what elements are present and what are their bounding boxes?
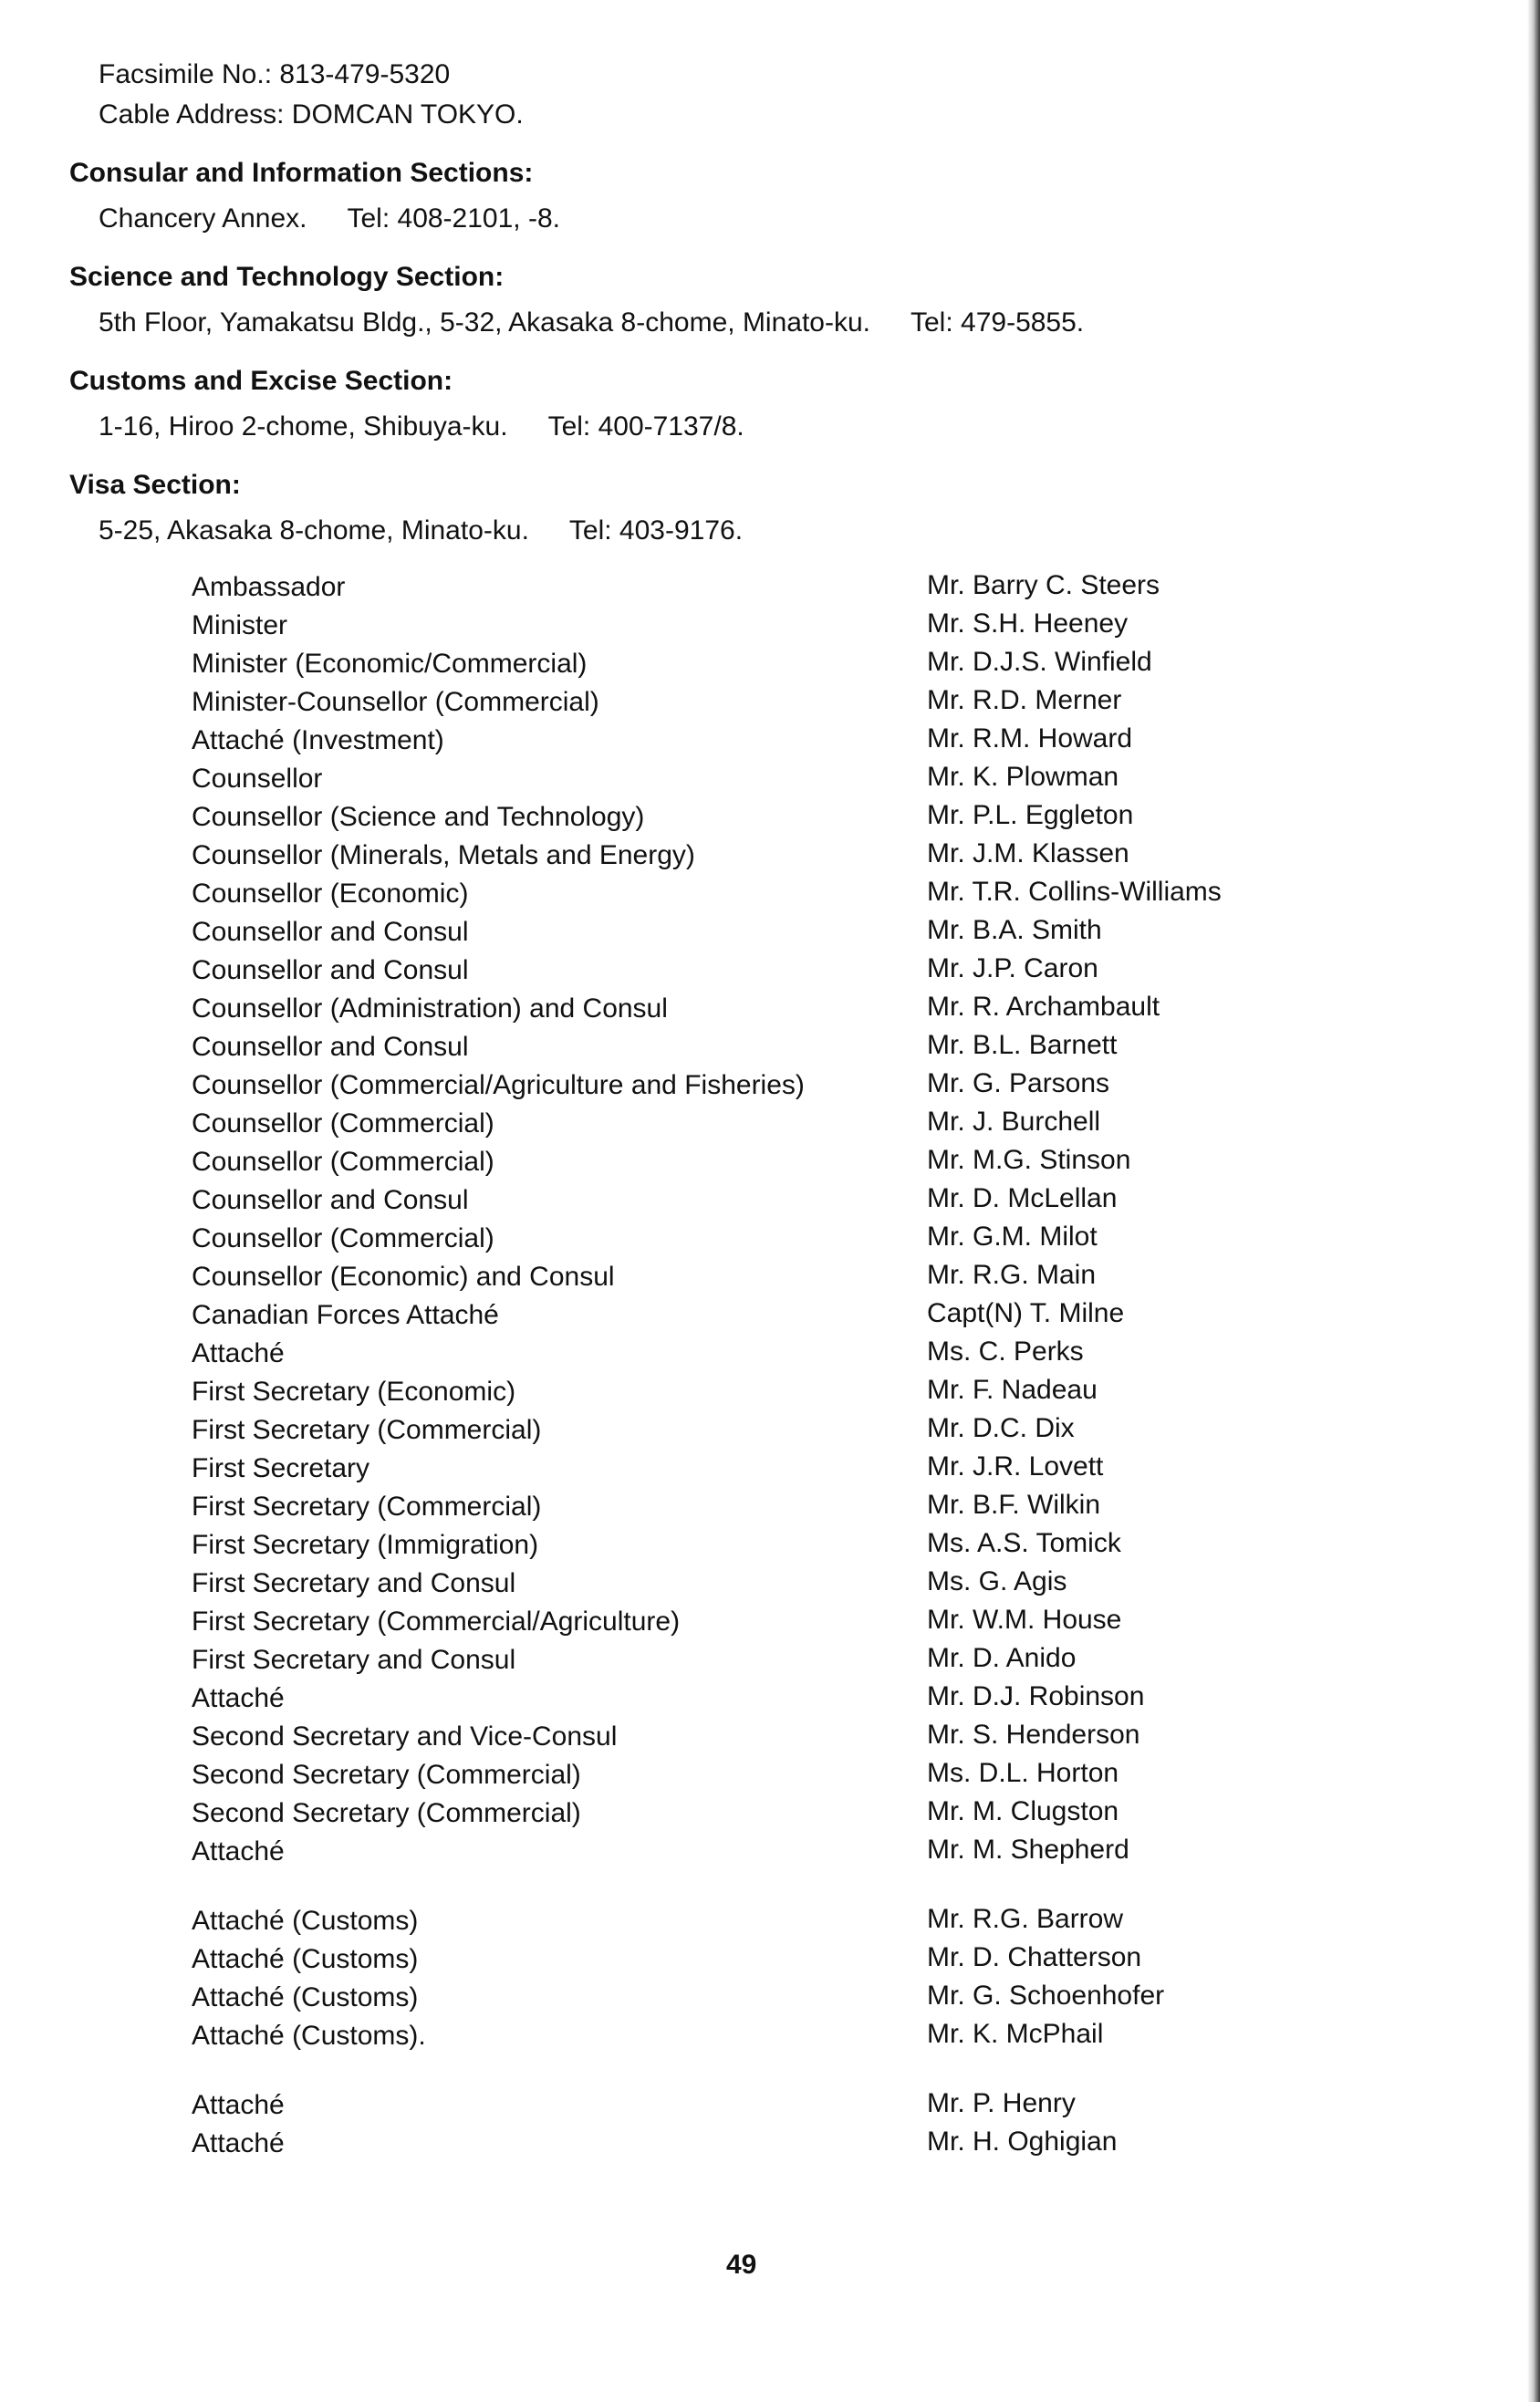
staff-name: Mr. B.L. Barnett	[927, 1030, 1118, 1060]
staff-role: Attaché (Customs)	[192, 1944, 419, 1974]
page-number: 49	[726, 2250, 757, 2280]
cable-address-line: Cable Address: DOMCAN TOKYO.	[99, 99, 524, 130]
staff-role: Minister-Counsellor (Commercial)	[192, 687, 599, 717]
staff-role: First Secretary (Commercial)	[192, 1492, 542, 1522]
staff-role: Counsellor (Economic) and Consul	[192, 1262, 615, 1292]
section-tel: Tel: 479-5855.	[910, 307, 1085, 338]
staff-role: Counsellor and Consul	[192, 955, 469, 985]
staff-role: Counsellor and Consul	[192, 1032, 469, 1062]
staff-name: Mr. R.G. Main	[927, 1260, 1097, 1290]
staff-name: Mr. D.J. Robinson	[927, 1681, 1145, 1711]
staff-name: Mr. R.M. Howard	[927, 723, 1133, 754]
staff-name: Mr. S. Henderson	[927, 1720, 1140, 1750]
staff-name: Mr. T.R. Collins-Williams	[927, 877, 1222, 907]
section-address: 5-25, Akasaka 8-chome, Minato-ku.	[99, 515, 529, 546]
staff-role: Attaché	[192, 1338, 285, 1368]
staff-role: Minister (Economic/Commercial)	[192, 649, 588, 679]
staff-role: Counsellor (Economic)	[192, 879, 469, 909]
staff-name: Mr. K. McPhail	[927, 2019, 1104, 2049]
staff-name: Mr. J.R. Lovett	[927, 1451, 1104, 1482]
staff-role: Counsellor (Minerals, Metals and Energy)	[192, 840, 695, 870]
staff-name: Mr. P. Henry	[927, 2088, 1076, 2118]
staff-role: First Secretary (Commercial)	[192, 1415, 542, 1445]
staff-role: Attaché (Customs)	[192, 1906, 419, 1936]
staff-role: First Secretary (Immigration)	[192, 1530, 539, 1560]
staff-role: Ambassador	[192, 572, 346, 602]
staff-role: Attaché	[192, 2128, 285, 2158]
staff-role: Counsellor (Science and Technology)	[192, 802, 645, 832]
staff-role: Minister	[192, 610, 288, 640]
staff-name: Ms. C. Perks	[927, 1336, 1084, 1367]
section-tel: Tel: 400-7137/8.	[547, 411, 744, 442]
staff-role: Counsellor (Commercial)	[192, 1223, 494, 1253]
staff-role: First Secretary	[192, 1453, 370, 1483]
staff-name: Mr. F. Nadeau	[927, 1375, 1098, 1405]
section-address: Chancery Annex.	[99, 203, 307, 234]
staff-role: Canadian Forces Attaché	[192, 1300, 499, 1330]
section-address-line	[99, 515, 743, 547]
staff-name: Mr. Barry C. Steers	[927, 570, 1160, 600]
staff-name: Capt(N) T. Milne	[927, 1298, 1125, 1328]
staff-name: Mr. R.D. Merner	[927, 685, 1122, 715]
staff-name: Mr. R.G. Barrow	[927, 1904, 1124, 1934]
staff-name: Mr. D.C. Dix	[927, 1413, 1075, 1443]
section-address-line	[99, 307, 1084, 339]
staff-role: Counsellor (Commercial)	[192, 1147, 494, 1177]
section-title: Science and Technology Section:	[69, 262, 505, 292]
staff-name: Ms. A.S. Tomick	[927, 1528, 1121, 1558]
facsimile-line: Facsimile No.: 813-479-5320	[99, 59, 451, 89]
staff-name: Mr. G. Schoenhofer	[927, 1981, 1165, 2011]
section-address: 5th Floor, Yamakatsu Bldg., 5-32, Akasaka 8-chome, Minato-ku.	[99, 307, 870, 338]
staff-name: Mr. P.L. Eggleton	[927, 800, 1134, 830]
staff-role: First Secretary (Economic)	[192, 1377, 516, 1407]
staff-name: Mr. D.J.S. Winfield	[927, 647, 1152, 677]
section-address-line	[99, 203, 560, 235]
staff-name: Mr. S.H. Heeney	[927, 608, 1129, 639]
staff-role: Second Secretary (Commercial)	[192, 1760, 581, 1790]
staff-role: Attaché	[192, 2090, 285, 2120]
staff-name: Mr. G. Parsons	[927, 1068, 1110, 1098]
staff-name: Mr. J. Burchell	[927, 1107, 1101, 1137]
staff-name: Mr. D. Anido	[927, 1643, 1077, 1673]
staff-role: Second Secretary and Vice-Consul	[192, 1721, 618, 1752]
section-title: Visa Section:	[69, 470, 241, 500]
staff-role: Second Secretary (Commercial)	[192, 1798, 581, 1828]
staff-role: First Secretary (Commercial/Agriculture)	[192, 1607, 681, 1637]
staff-role: First Secretary and Consul	[192, 1568, 516, 1598]
staff-role: Counsellor and Consul	[192, 917, 469, 947]
section-tel: Tel: 408-2101, -8.	[347, 203, 560, 234]
staff-role: Counsellor (Commercial)	[192, 1108, 494, 1139]
staff-role: Attaché (Customs).	[192, 2021, 426, 2051]
staff-name: Mr. D. McLellan	[927, 1183, 1118, 1213]
staff-role: First Secretary and Consul	[192, 1645, 516, 1675]
staff-name: Mr. M.G. Stinson	[927, 1145, 1131, 1175]
staff-name: Ms. G. Agis	[927, 1566, 1067, 1596]
staff-role: Attaché	[192, 1836, 285, 1866]
section-tel: Tel: 403-9176.	[568, 515, 744, 546]
page-edge-shadow	[1527, 0, 1540, 2402]
staff-name: Mr. H. Oghigian	[927, 2126, 1118, 2157]
section-address-line	[99, 411, 744, 443]
staff-name: Mr. J.P. Caron	[927, 953, 1098, 983]
staff-name: Mr. M. Shepherd	[927, 1835, 1129, 1865]
staff-role: Attaché (Customs)	[192, 1982, 419, 2012]
staff-role: Attaché (Investment)	[192, 725, 444, 755]
staff-role: Counsellor (Administration) and Consul	[192, 993, 668, 1024]
section-address: 1-16, Hiroo 2-chome, Shibuya-ku.	[99, 411, 508, 442]
section-title: Customs and Excise Section:	[69, 366, 453, 396]
staff-role: Counsellor	[192, 764, 323, 794]
staff-role: Counsellor (Commercial/Agriculture and Fisheries)	[192, 1070, 805, 1100]
staff-name: Mr. G.M. Milot	[927, 1222, 1098, 1252]
staff-name: Ms. D.L. Horton	[927, 1758, 1119, 1788]
staff-name: Mr. B.F. Wilkin	[927, 1490, 1101, 1520]
section-title: Consular and Information Sections:	[69, 158, 534, 188]
staff-name: Mr. W.M. House	[927, 1605, 1122, 1635]
staff-role: Attaché	[192, 1683, 285, 1713]
staff-name: Mr. M. Clugston	[927, 1796, 1119, 1826]
staff-name: Mr. J.M. Klassen	[927, 838, 1129, 868]
staff-name: Mr. K. Plowman	[927, 762, 1119, 792]
staff-name: Mr. B.A. Smith	[927, 915, 1102, 945]
staff-name: Mr. R. Archambault	[927, 992, 1160, 1022]
staff-role: Counsellor and Consul	[192, 1185, 469, 1215]
staff-name: Mr. D. Chatterson	[927, 1942, 1142, 1972]
